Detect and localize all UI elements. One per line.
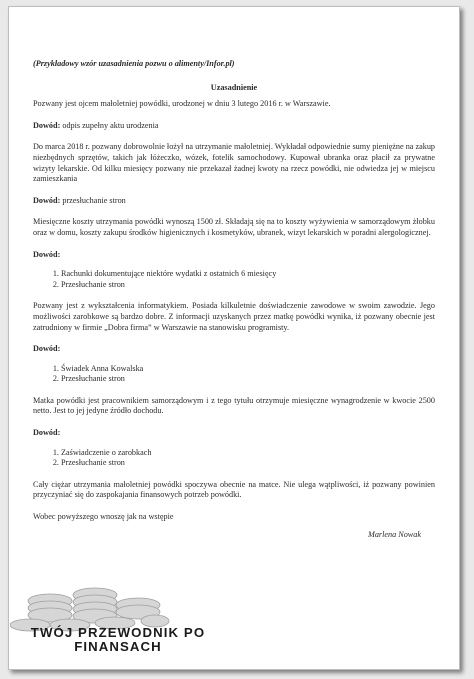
paragraph-support-history: Do marca 2018 r. pozwany dobrowolnie łożył na utrzymanie małoletniej. Wykładał odpowiednie sumy pieniężne na zakup niezbędnych sprzętów, takich jak łóżeczko, wózek, fotelik samochodowy. Kupował ubranka oraz płacił za prywatne wizyty lekarskie. Od kilku miesięcy pozwany nie przekazał żadnej kwoty na rzecz powódki, nie odwiedza jej w miejscu zamieszkania (33, 142, 436, 184)
evidence-list-costs (33, 269, 435, 290)
evidence-list-mother (33, 448, 435, 469)
watermark-line: FINANSACH (74, 639, 162, 654)
list-item: 2. Przesłuchanie stron (61, 374, 435, 385)
list-item: 1. Świadek Anna Kowalska (61, 364, 435, 375)
evidence-birth-certificate (33, 121, 435, 132)
evidence-hearing (33, 196, 435, 207)
watermark-logo-text (8, 626, 228, 654)
evidence-label: Dowód: (33, 120, 61, 130)
watermark-line: TWÓJ PRZEWODNIK PO (30, 625, 206, 640)
signature: Marlena Nowak (368, 530, 421, 540)
paragraph-conclusion: Cały ciężar utrzymania małoletniej powódki spoczywa obecnie na matce. Nie ulega wątpliwości, iż pozwany powinien przyczyniać się do zaspokajania finansowych potrzeb powódki. (33, 479, 435, 500)
paragraph-monthly-costs: Miesięczne koszty utrzymania powódki wynoszą 1500 zł. Składają się na to koszty wyżywienia w samorządowym żłobku oraz w domu, koszty zakupu środków higienicznych i kosmetyków, ubranek, wizyt lekarskich w poradni alergologicznej. (33, 217, 435, 237)
evidence-heading: Dowód: (33, 428, 61, 438)
list-item: 1. Zaświadczenie o zarobkach (61, 448, 435, 459)
document-title: Uzasadnienie (210, 82, 258, 92)
evidence-text: odpis zupełny aktu urodzenia (60, 120, 159, 130)
evidence-heading: Dowód: (33, 344, 61, 354)
evidence-label: Dowód: (33, 195, 61, 205)
paragraph-mother-income: Matka powódki jest pracownikiem samorządowym i z tego tytułu otrzymuje miesięczne wynagrodzenie w kwocie 2500 netto. Jest to jej jedyne źródło dochodu. (33, 395, 435, 416)
document-header: (Przykładowy wzór uzasadnienia pozwu o alimenty/Infor.pl) (33, 59, 235, 68)
list-item: 1. Rachunki dokumentujące niektóre wydatki z ostatnich 6 miesięcy (61, 269, 435, 280)
paragraph-paternity: Pozwany jest ojcem małoletniej powódki, urodzonej w dniu 3 lutego 2016 r. w Warszawie. (33, 99, 331, 109)
list-item: 2. Przesłuchanie stron (61, 458, 435, 469)
paragraph-defendant-income: Pozwany jest z wykształcenia informatykiem. Posiada kilkuletnie doświadczenie zawodowe w swoim zawodzie. Jego możliwości zarobkowe są bardzo dobre. Z informacji uzyskanych przez matkę powódki wynika, iż pozwany obecnie jest zatrudniony w firmie „Dobra firma” w Warszawie na stanowisku programisty. (33, 301, 435, 332)
evidence-list-income (33, 364, 435, 385)
evidence-heading: Dowód: (33, 249, 61, 259)
document-page (8, 6, 460, 670)
closing-block (33, 512, 435, 556)
evidence-text: przesłuchanie stron (60, 195, 126, 205)
list-item: 2. Przesłuchanie stron (61, 280, 435, 291)
document-body (33, 59, 435, 556)
closing-text: Wobec powyższego wnoszę jak na wstępie (33, 512, 174, 522)
